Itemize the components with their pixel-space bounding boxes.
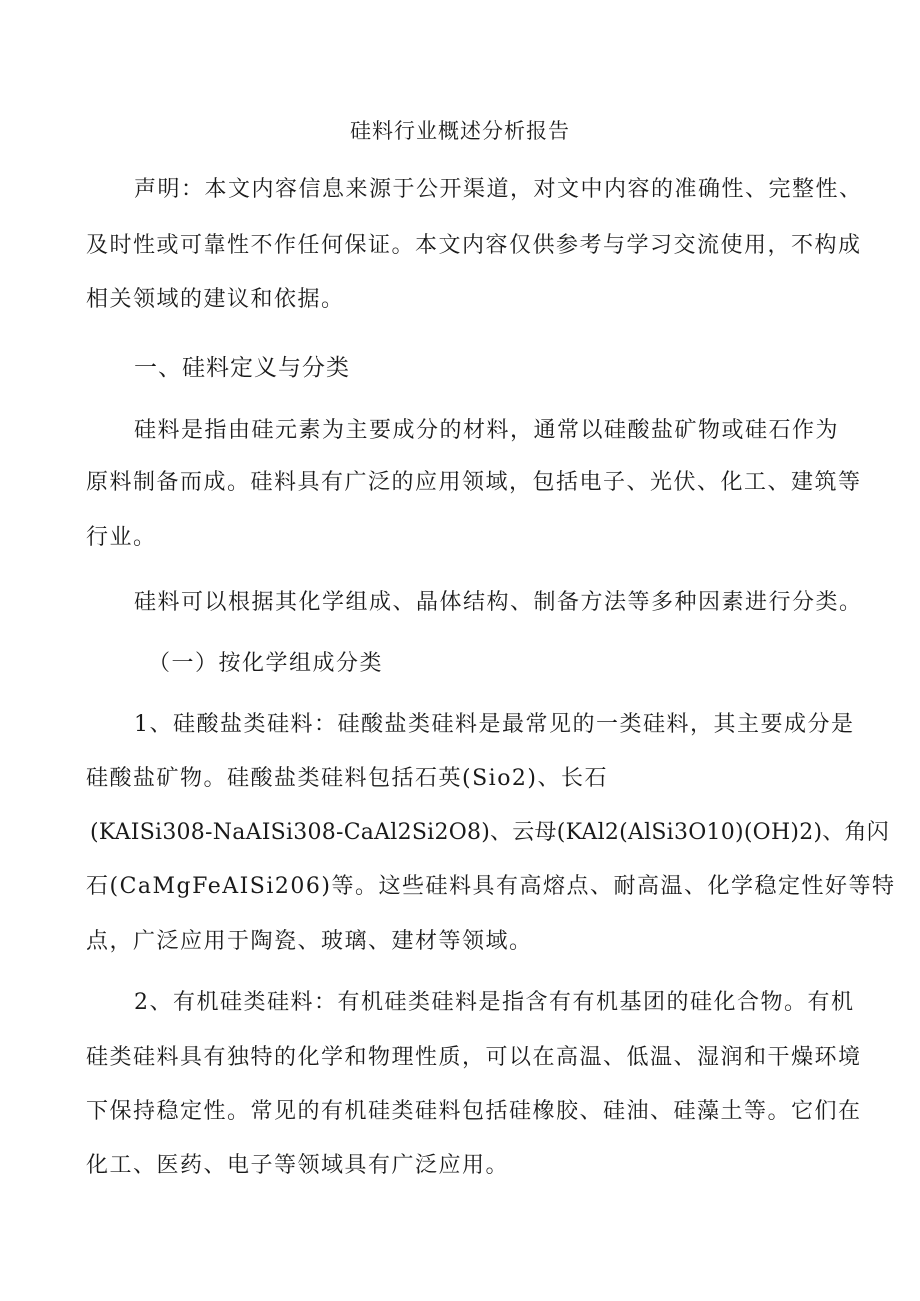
disclaimer-line-1: 声明：本文内容信息来源于公开渠道，对文中内容的准确性、完整性、 [134, 177, 863, 202]
disclaimer-line-2: 及时性或可靠性不作任何保证。本文内容仅供参考与学习交流使用，不构成 [86, 233, 862, 258]
item-1-line-3: (KAISi308-NaAISi308-CaAl2Si2O8)、云母(KAl2(AlSi3O10)(OH)2)、角闪 [90, 820, 890, 845]
item-1-line-1: 1、硅酸盐类硅料：硅酸盐类硅料是最常见的一类硅料，其主要成分是 [134, 712, 855, 737]
subsection-heading: （一）按化学组成分类 [148, 651, 384, 676]
item-2-line-3: 下保持稳定性。常见的有机硅类硅料包括硅橡胶、硅油、硅藻土等。它们在 [86, 1099, 862, 1124]
item-2-line-4: 化工、医药、电子等领域具有广泛应用。 [86, 1153, 510, 1178]
item-2-line-1: 2、有机硅类硅料：有机硅类硅料是指含有有机基团的硅化合物。有机 [134, 990, 855, 1015]
document-title: 硅料行业概述分析报告 [350, 119, 570, 143]
item-1-line-4: 石(CaMgFeAISi206)等。这些硅料具有高熔点、耐高温、化学稳定性好等特 [86, 874, 896, 899]
paragraph-2-line-1: 硅料可以根据其化学组成、晶体结构、制备方法等多种因素进行分类。 [134, 590, 863, 615]
paragraph-1-line-1: 硅料是指由硅元素为主要成分的材料，通常以硅酸盐矿物或硅石作为 [134, 418, 840, 443]
item-1-line-2: 硅酸盐矿物。硅酸盐类硅料包括石英(Sio2)、长石 [86, 766, 609, 791]
paragraph-1-line-3: 行业。 [86, 525, 157, 550]
disclaimer-line-3: 相关领域的建议和依据。 [86, 287, 345, 312]
item-1-line-5: 点，广泛应用于陶瓷、玻璃、建材等领域。 [86, 929, 533, 954]
section-heading: 一、硅料定义与分类 [134, 355, 350, 381]
item-2-line-2: 硅类硅料具有独特的化学和物理性质，可以在高温、低温、湿润和干燥环境 [86, 1045, 862, 1070]
paragraph-1-line-2: 原料制备而成。硅料具有广泛的应用领域，包括电子、光伏、化工、建筑等 [86, 470, 862, 495]
